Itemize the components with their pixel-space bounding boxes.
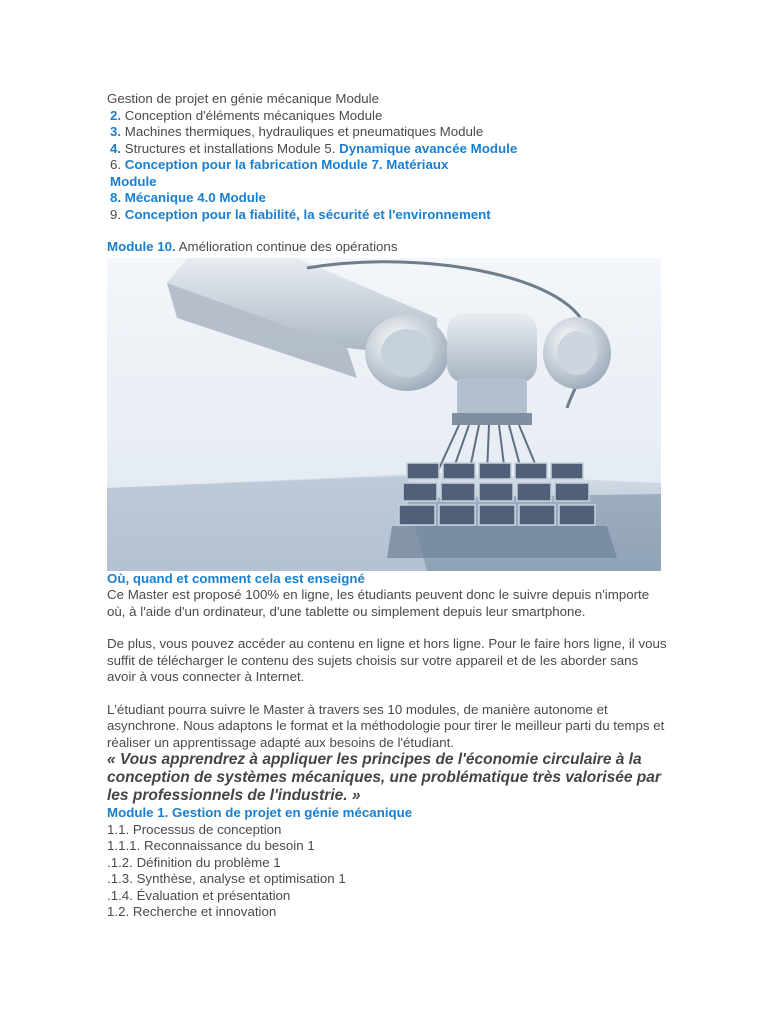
document-page [107,91,667,921]
module-number: 6. [110,157,122,172]
module-number: 4. [110,140,122,156]
module-highlight: Dynamique avancée Module [335,140,518,156]
module-line-6 [107,174,667,191]
section-heading: Où, quand et comment cela est enseigné [107,570,365,586]
module1-item: .1.3. Synthèse, analyse et optimisation 1 [107,871,346,886]
module-text: Machines thermiques, hydrauliques et pneumatiques Module [121,124,484,139]
module-line-5 [107,157,667,174]
module1-item: 1.1.1. Reconnaissance du besoin 1 [107,838,315,853]
highlight-quote: « Vous apprendrez à appliquer les principes de l'économie circulaire à la conception de systèmes mécaniques, une problématique très valorisée par les professionnels de l'industrie. » [107,751,661,804]
module-highlight: Module [110,173,157,189]
module1-item: .1.4. Évaluation et présentation [107,887,291,903]
robot-arm-image [107,258,661,571]
module-line-2 [107,108,667,125]
paragraph-offline: De plus, vous pouvez accéder au contenu en ligne et hors ligne. Pour le faire hors ligne, il vous suffit de télécharger le contenu des sujets choisis sur votre appareil et de les aborder sans avoir à vous connecter à Internet. [107,636,667,684]
module-text: Structures et installations Module 5. [121,140,336,156]
module-number: 3. [110,124,122,139]
paragraph-modules: L'étudiant pourra suivre le Master à travers ses 10 modules, de manière autonome et asynchrone. Nous adaptons le format et la méthodologie pour tirer le meilleur parti du temps et réaliser un apprentissage adapté aux besoins de l'étudiant. [107,701,665,750]
module-text: Amélioration continue des opérations [175,239,398,254]
module-line-10 [107,239,667,256]
module-line-1 [107,91,667,108]
module1-heading: Module 1. Gestion de projet en génie mécanique [107,805,413,820]
module-line-7 [107,190,667,207]
module-line-3 [107,124,667,141]
module-highlight: Conception pour la fiabilité, la sécurité et l'environnement [121,206,491,222]
module-number: 9. [110,206,122,222]
module1-item: .1.2. Définition du problème 1 [107,854,281,870]
module-text: Conception d'éléments mécaniques Module [121,107,383,123]
paragraph-online: Ce Master est proposé 100% en ligne, les étudiants peuvent donc le suivre depuis n'importe où, à l'aide d'un ordinateur, d'une tablette ou simplement depuis leur smartphone. [107,587,650,619]
module-text: Gestion de projet en génie mécanique Module [107,91,380,106]
module-highlight: Conception pour la fabrication Module 7. Matériaux [121,157,449,172]
module-number: 2. [110,107,122,123]
module-line-8 [107,207,667,224]
module1-item: 1.1. Processus de conception [107,821,282,837]
module1-item: 1.2. Recherche et innovation [107,904,277,919]
module-highlight: 8. Mécanique 4.0 Module [110,190,266,205]
module-line-4 [107,141,667,158]
module-number: Module 10. [107,239,176,254]
